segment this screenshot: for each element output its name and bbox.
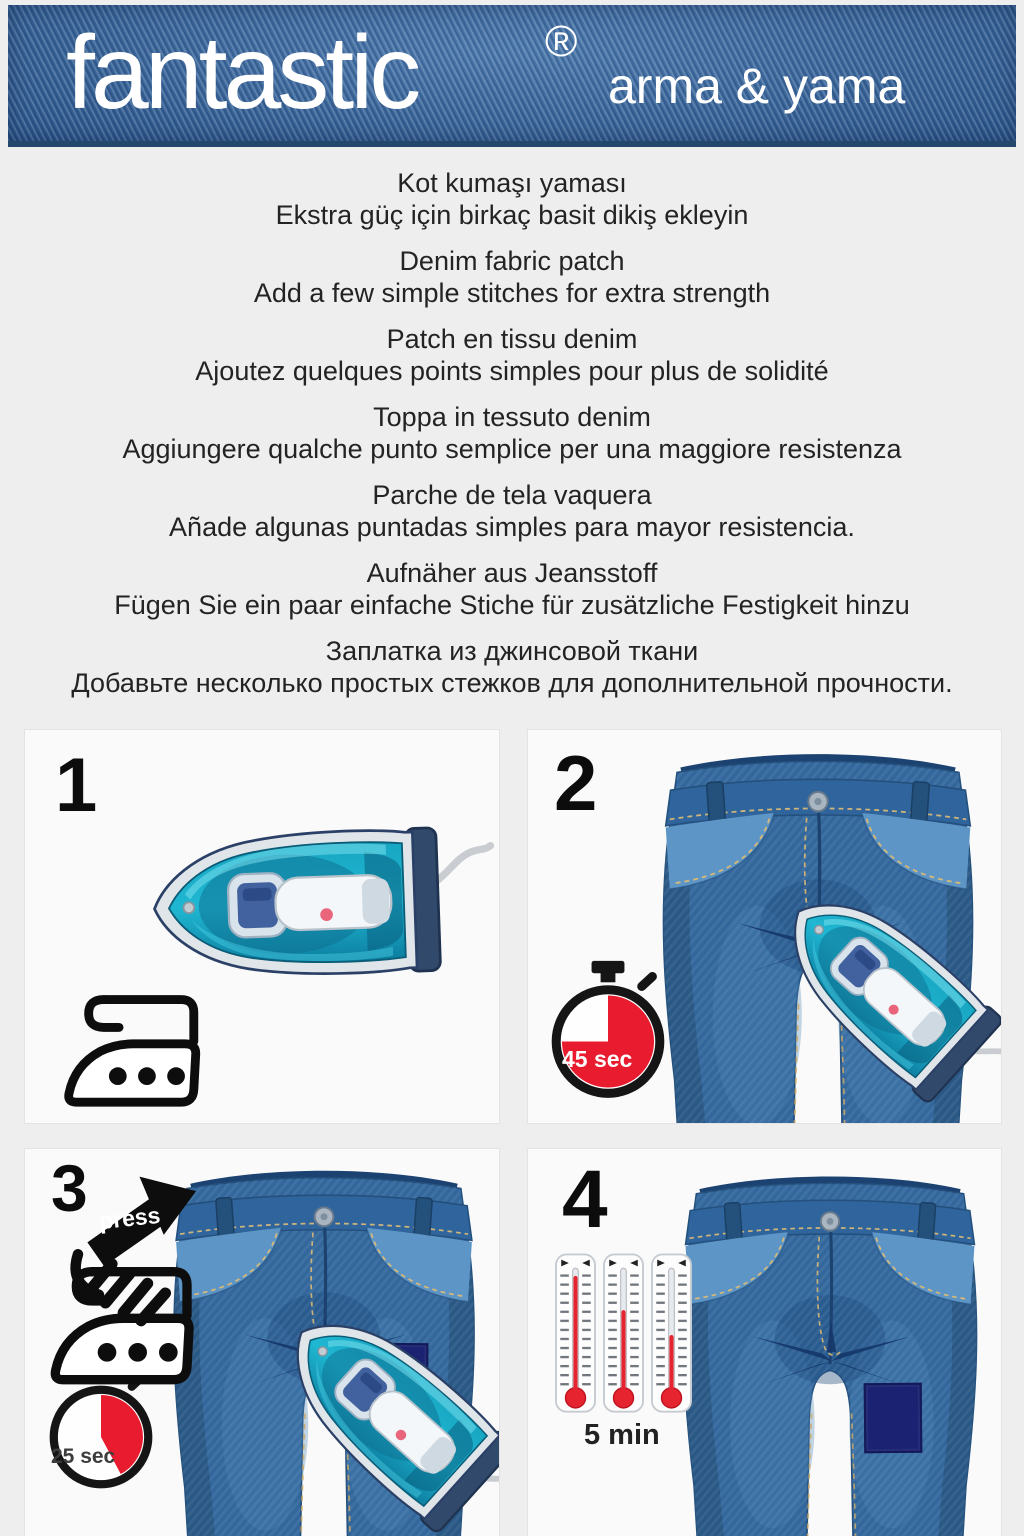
step-panel-1 [24, 729, 500, 1124]
multilingual-intro [0, 167, 1024, 713]
step-number: 2 [554, 739, 598, 827]
lang-block-spanish [0, 479, 1024, 543]
lang-subtitle: Добавьте несколько простых стежков для дополнительной прочности. [71, 668, 953, 698]
lang-block-italian [0, 401, 1024, 465]
denim-patch-swatch [864, 1383, 923, 1454]
product-line-name: arma & yama [608, 58, 906, 114]
registered-trademark-symbol: ® [545, 17, 578, 66]
lang-block-french [0, 323, 1024, 387]
step-number: 4 [562, 1154, 608, 1245]
step-number: 1 [55, 743, 98, 828]
thermometer-cool-icon [650, 1253, 693, 1415]
lang-block-turkish [0, 167, 1024, 231]
lang-subtitle: Añade algunas puntadas simples para mayor resistencia. [169, 512, 855, 542]
lang-title: Patch en tissu denim [386, 324, 638, 354]
lang-block-russian [0, 635, 1024, 699]
lang-title: Заплатка из джинсовой ткани [325, 636, 699, 666]
brand-logo: fantastic [66, 15, 418, 131]
lang-subtitle: Add a few simple stitches for extra strength [253, 278, 771, 308]
thermometer-hot-icon [554, 1253, 597, 1415]
press-label: press [97, 1201, 162, 1235]
lang-title: Denim fabric patch [399, 246, 625, 276]
timer-duration-label: 25 sec [51, 1445, 116, 1468]
lang-subtitle: Ajoutez quelques points simples pour plus de solidité [195, 356, 829, 386]
iron-high-heat-icon [57, 978, 209, 1111]
timer-duration-label: 45 sec [562, 1046, 633, 1072]
lang-subtitle: Fügen Sie ein paar einfache Stiche für zusätzliche Festigkeit hinzu [114, 590, 910, 620]
jeans-illustration [661, 1163, 999, 1536]
lang-title: Parche de tela vaquera [372, 480, 652, 510]
denim-header-band [8, 5, 1016, 147]
lang-subtitle: Ekstra güç için birkaç basit dikiş ekleyin [275, 200, 749, 230]
stopwatch-icon [542, 956, 674, 1104]
press-hand-icon [65, 1167, 235, 1327]
cooling-thermometers [554, 1253, 694, 1415]
step-panel-3 [24, 1148, 500, 1536]
steam-iron-photo [146, 820, 499, 986]
step-panel-4 [527, 1148, 1002, 1536]
lang-title: Aufnäher aus Jeansstoff [366, 558, 658, 588]
lang-title: Kot kumaşı yaması [397, 168, 627, 198]
thermometer-warm-icon [602, 1253, 645, 1415]
lang-subtitle: Aggiungere qualche punto semplice per una maggiore resistenza [122, 434, 902, 464]
logo-row [8, 5, 1016, 141]
lang-title: Toppa in tessuto denim [373, 402, 651, 432]
lang-block-english [0, 245, 1024, 309]
cooling-duration-label: 5 min [584, 1419, 660, 1451]
step-panel-2 [527, 729, 1002, 1124]
step-number: 3 [51, 1151, 88, 1225]
lang-block-german [0, 557, 1024, 621]
